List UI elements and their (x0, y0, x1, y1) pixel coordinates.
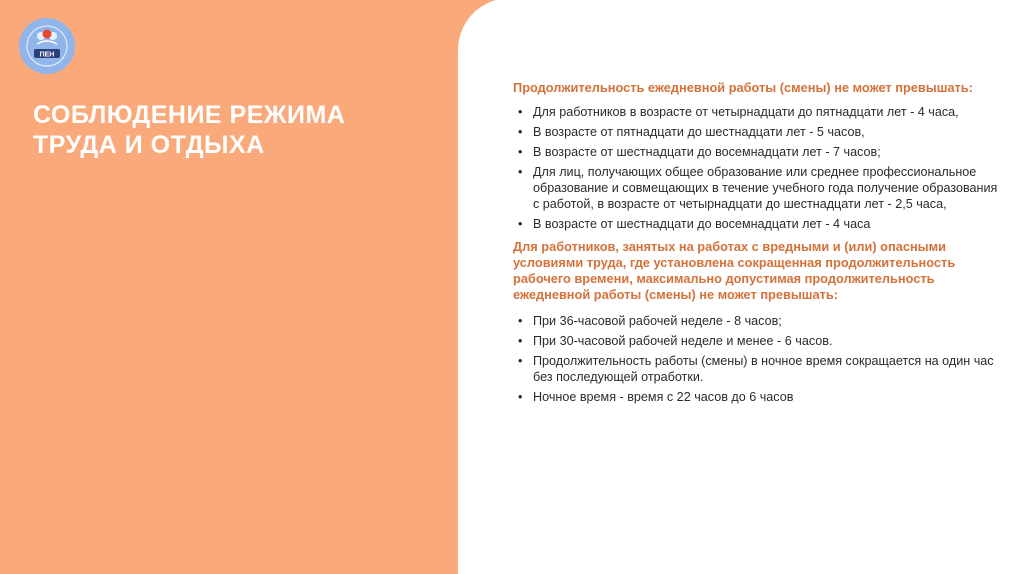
title-line-2: ТРУДА И ОТДЫХА (33, 131, 265, 159)
list-item: • При 36-часовой рабочей неделе - 8 часов; (513, 313, 1003, 329)
logo-text: ПЕН (39, 51, 55, 59)
slide-title (33, 100, 433, 160)
logo-emblem-icon (25, 24, 69, 68)
section-2-heading: Для работников, занятых на работах с вредными и (или) опасными условиями труда, где установлена сокращенная продолжительность рабочего времени, максимально допустимая продолжительность ежедневной работы (смены) не может превышать: (513, 239, 956, 302)
list-item: • Ночное время - время с 22 часов до 6 часов (513, 389, 1003, 405)
section-2-list (513, 313, 1003, 405)
section-1-list (513, 104, 1003, 232)
list-item: • Для лиц, получающих общее образование или среднее профессиональное образование и совмещающих в течение учебного года получение образования с работой, в возрасте от четырнадцати до шестнадцати лет - 2,5 часа, (513, 164, 1003, 212)
list-item: • При 30-часовой рабочей неделе и менее - 6 часов. (513, 333, 1003, 349)
title-line-1: СОБЛЮДЕНИЕ РЕЖИМА (33, 101, 346, 129)
logo (19, 18, 75, 74)
list-item: • Продолжительность работы (смены) в ночное время сокращается на один час без последующей отработки. (513, 353, 1003, 385)
list-item: • Для работников в возрасте от четырнадцати до пятнадцати лет - 4 часа, (513, 104, 1003, 120)
section-1-heading: Продолжительность ежедневной работы (смены) не может превышать: (513, 80, 973, 95)
list-item: • В возрасте от шестнадцати до восемнадцати лет - 4 часа (513, 216, 1003, 232)
content (513, 80, 1003, 409)
list-item: • В возрасте от пятнадцати до шестнадцати лет - 5 часов, (513, 124, 1003, 140)
list-item: • В возрасте от шестнадцати до восемнадцати лет - 7 часов; (513, 144, 1003, 160)
